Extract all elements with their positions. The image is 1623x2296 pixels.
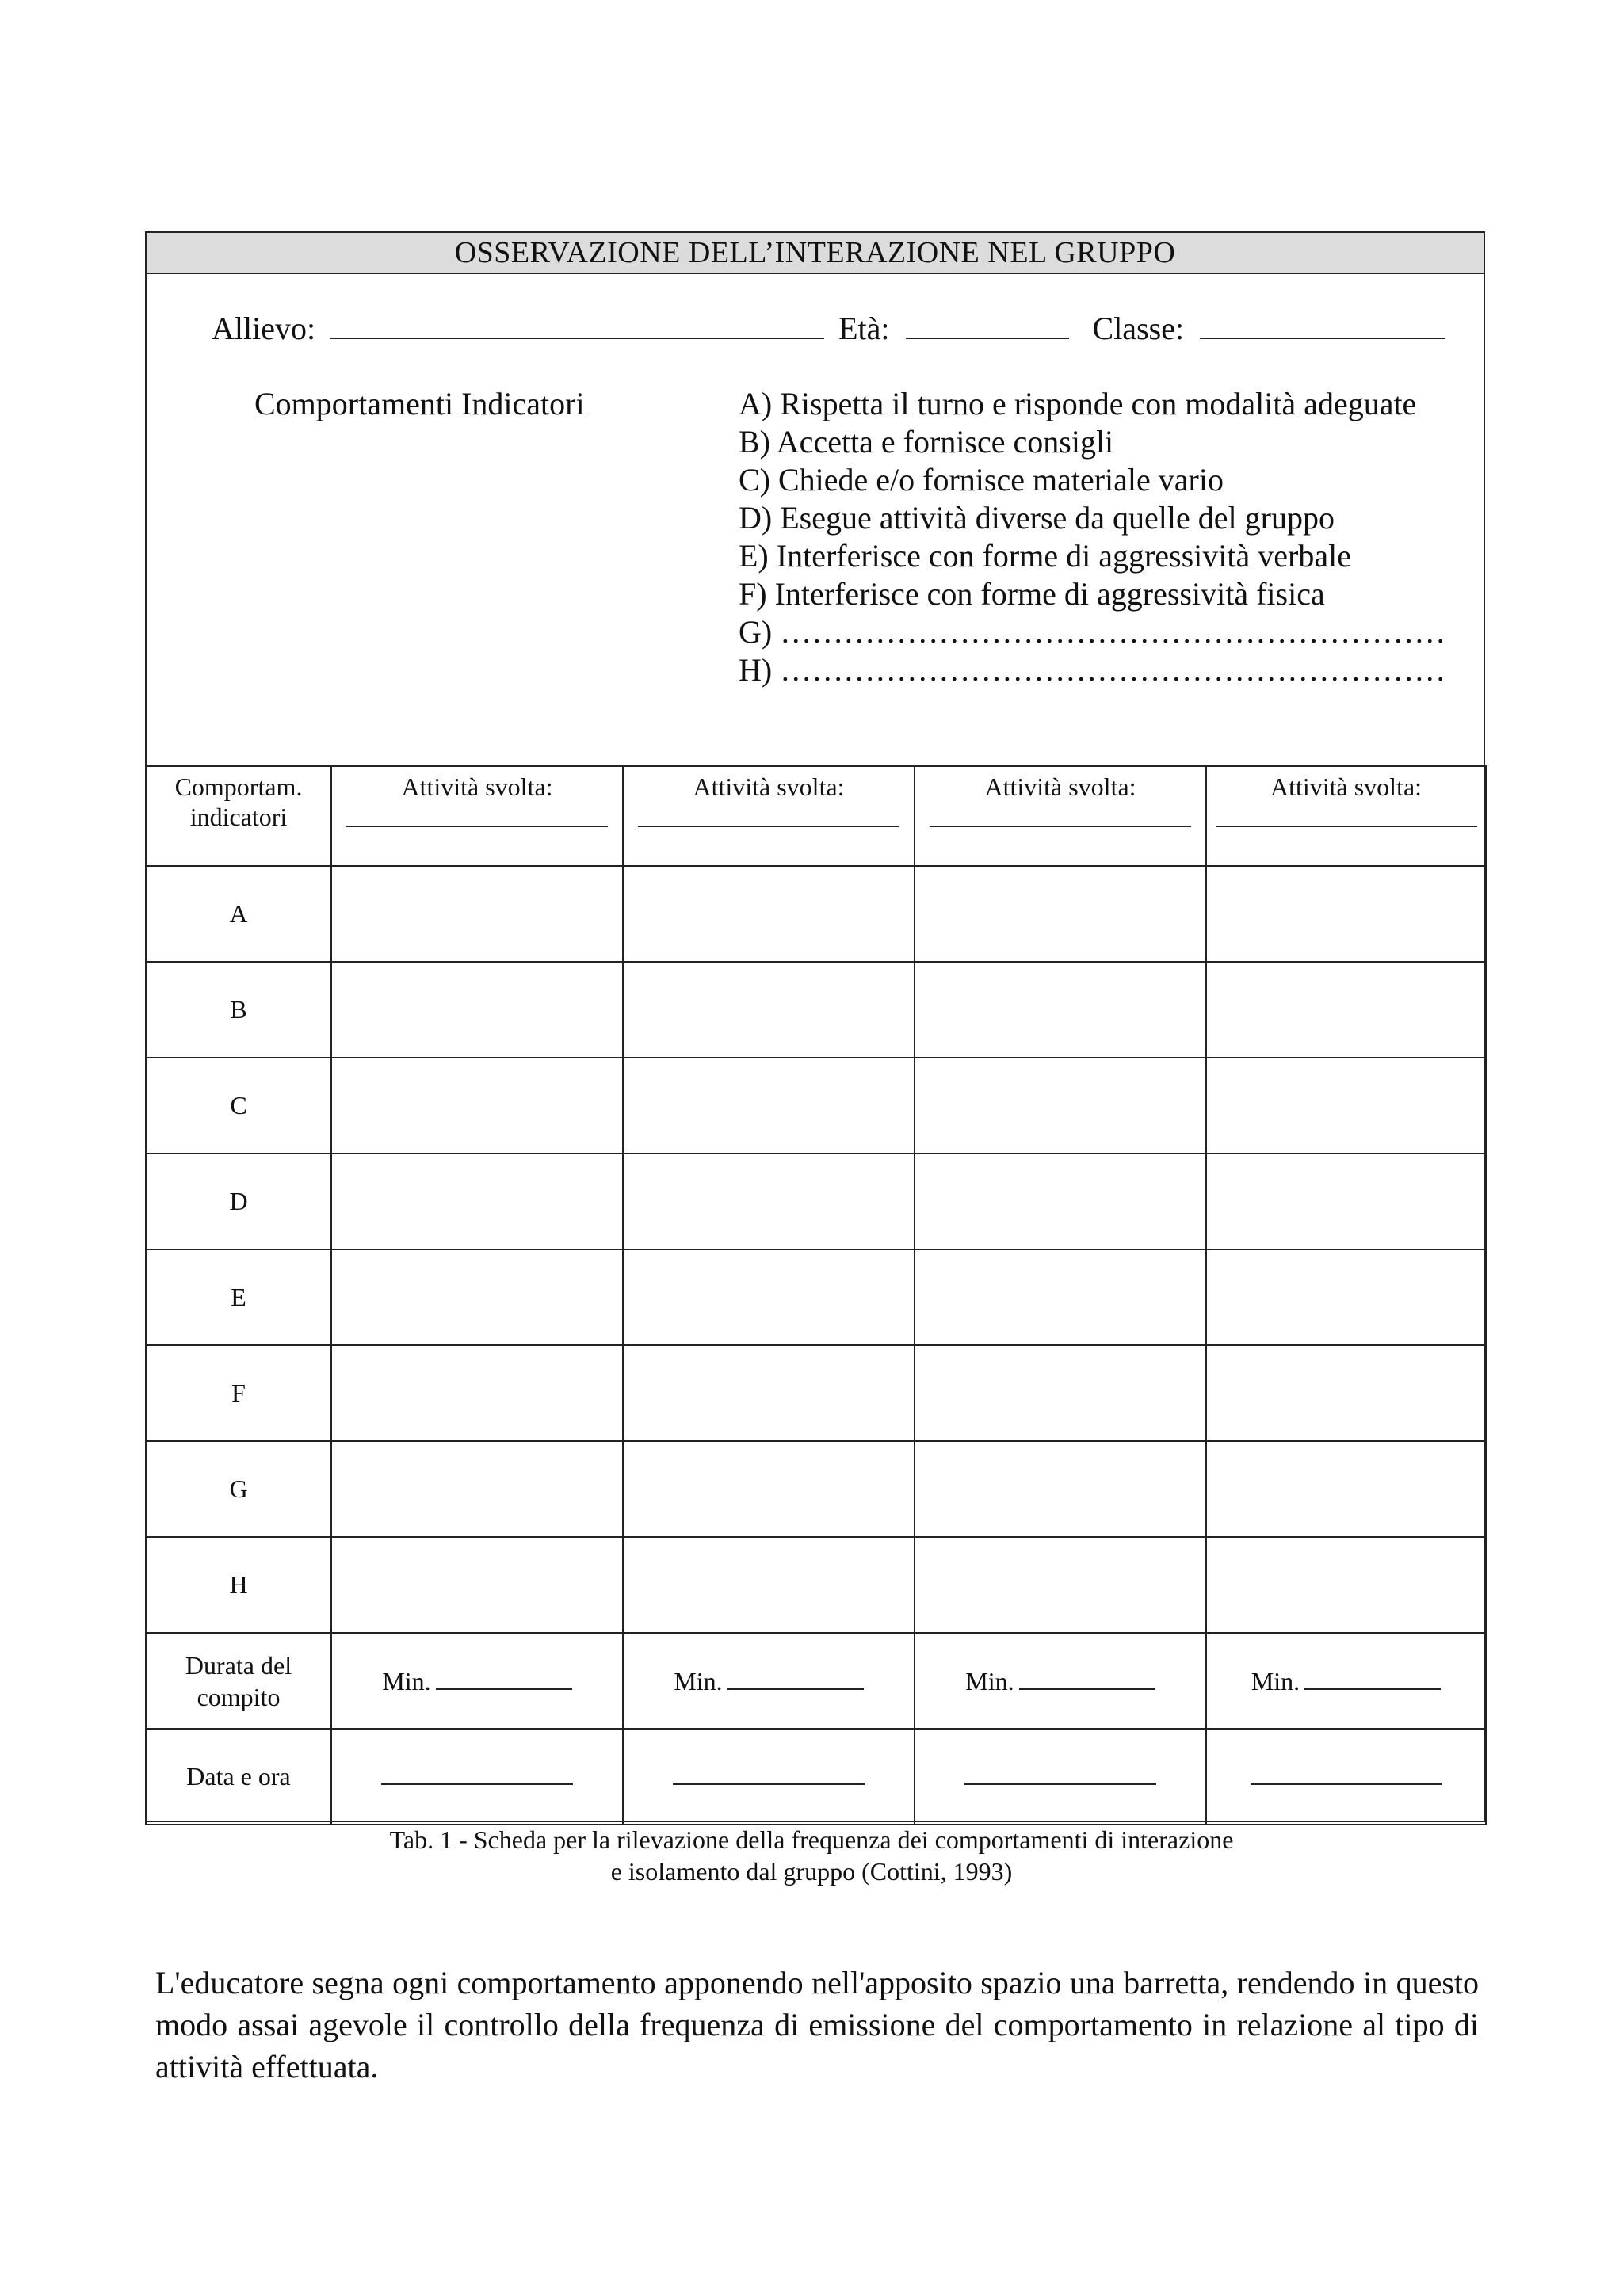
- tally-cell[interactable]: [623, 1441, 915, 1537]
- tally-cell[interactable]: [331, 1345, 623, 1441]
- table-row: [146, 1345, 1486, 1441]
- min-label: Min.: [965, 1666, 1014, 1695]
- tally-cell[interactable]: [915, 1249, 1206, 1345]
- row-label-c: C: [146, 1058, 331, 1154]
- tally-cell[interactable]: [623, 1537, 915, 1633]
- minutes-field[interactable]: [1019, 1666, 1155, 1690]
- tally-cell[interactable]: [623, 1058, 915, 1154]
- date-cell: [623, 1729, 915, 1825]
- tally-cell[interactable]: [1206, 1441, 1486, 1537]
- table-row: [146, 1249, 1486, 1345]
- table-header-row: [146, 766, 1486, 866]
- class-label: Classe:: [1092, 311, 1185, 346]
- tally-cell[interactable]: [915, 1058, 1206, 1154]
- date-row: [146, 1729, 1486, 1825]
- indicators-list: [739, 385, 1445, 689]
- row-label-e: E: [146, 1249, 331, 1345]
- indicator-g: G) ………………………………………………………: [739, 614, 1446, 650]
- tally-cell[interactable]: [331, 1441, 623, 1537]
- indicators-heading: Comportamenti Indicatori: [254, 386, 585, 421]
- tally-cell[interactable]: [331, 1154, 623, 1249]
- indicator-e: E) Interferisce con forme di aggressività verbale: [739, 538, 1351, 574]
- minutes-field[interactable]: [1304, 1666, 1441, 1690]
- row-label-b: B: [146, 962, 331, 1058]
- row-label-g: G: [146, 1441, 331, 1537]
- tally-cell[interactable]: [1206, 1249, 1486, 1345]
- tally-cell[interactable]: [915, 1154, 1206, 1249]
- duration-cell: [915, 1633, 1206, 1729]
- row-label-h: H: [146, 1537, 331, 1633]
- header-activity-label: Attività svolta:: [401, 772, 553, 801]
- tally-cell[interactable]: [623, 1249, 915, 1345]
- date-time-label: Data e ora: [146, 1729, 331, 1825]
- header-activity-1: [331, 766, 623, 866]
- activity-4-field[interactable]: [1216, 810, 1477, 827]
- tally-cell[interactable]: [915, 866, 1206, 962]
- student-label: Allievo:: [212, 311, 316, 346]
- table-row: [146, 1058, 1486, 1154]
- tally-cell[interactable]: [623, 1154, 915, 1249]
- table-row: [146, 1537, 1486, 1633]
- observation-form: [145, 231, 1485, 1822]
- date-cell: [331, 1729, 623, 1825]
- student-info-line: [212, 309, 1445, 348]
- table-row: [146, 962, 1486, 1058]
- duration-cell: [1206, 1633, 1486, 1729]
- row-label-f: F: [146, 1345, 331, 1441]
- activity-1-field[interactable]: [346, 810, 608, 827]
- min-label: Min.: [382, 1666, 431, 1695]
- tally-cell[interactable]: [915, 1345, 1206, 1441]
- indicator-a: A) Rispetta il turno e risponde con modalità adeguate: [739, 386, 1417, 421]
- table-row: [146, 1154, 1486, 1249]
- header-activity-4: [1206, 766, 1486, 866]
- duration-row: [146, 1633, 1486, 1729]
- date-cell: [915, 1729, 1206, 1825]
- class-field[interactable]: [1200, 309, 1445, 339]
- indicator-d: D) Esegue attività diverse da quelle del gruppo: [739, 500, 1335, 536]
- header-behaviour-indicators: Comportam. indicatori: [146, 766, 331, 866]
- caption-line-2: e isolamento dal gruppo (Cottini, 1993): [610, 1857, 1013, 1886]
- tally-cell[interactable]: [915, 1537, 1206, 1633]
- student-name-field[interactable]: [330, 309, 824, 339]
- tally-cell[interactable]: [1206, 1058, 1486, 1154]
- age-label: Età:: [838, 311, 890, 346]
- row-label-d: D: [146, 1154, 331, 1249]
- tally-cell[interactable]: [915, 962, 1206, 1058]
- activity-2-field[interactable]: [638, 810, 899, 827]
- row-label-a: A: [146, 866, 331, 962]
- tally-cell[interactable]: [1206, 1537, 1486, 1633]
- caption-line-1: Tab. 1 - Scheda per la rilevazione della frequenza dei comportamenti di interazione: [389, 1825, 1234, 1854]
- duration-cell: [623, 1633, 915, 1729]
- header-activity-label: Attività svolta:: [693, 772, 845, 801]
- minutes-field[interactable]: [727, 1666, 864, 1690]
- age-field[interactable]: [906, 309, 1069, 339]
- indicator-h: H) ………………………………………………………: [739, 652, 1446, 688]
- form-title: OSSERVAZIONE DELL’INTERAZIONE NEL GRUPPO: [147, 233, 1484, 274]
- date-cell: [1206, 1729, 1486, 1825]
- date-time-field[interactable]: [1251, 1763, 1442, 1785]
- tally-cell[interactable]: [623, 866, 915, 962]
- minutes-field[interactable]: [436, 1666, 572, 1690]
- header-activity-label: Attività svolta:: [984, 772, 1136, 801]
- tally-cell[interactable]: [1206, 1154, 1486, 1249]
- tally-cell[interactable]: [1206, 866, 1486, 962]
- tally-cell[interactable]: [1206, 962, 1486, 1058]
- tally-cell[interactable]: [331, 1537, 623, 1633]
- frequency-table: [145, 765, 1487, 1825]
- header-activity-label: Attività svolta:: [1270, 772, 1423, 801]
- header-activity-2: [623, 766, 915, 866]
- activity-3-field[interactable]: [930, 810, 1191, 827]
- date-time-field[interactable]: [381, 1763, 573, 1785]
- date-time-field[interactable]: [964, 1763, 1156, 1785]
- tally-cell[interactable]: [331, 962, 623, 1058]
- table-row: [146, 866, 1486, 962]
- tally-cell[interactable]: [915, 1441, 1206, 1537]
- indicator-c: C) Chiede e/o fornisce materiale vario: [739, 462, 1224, 498]
- duration-label: Durata del compito: [146, 1633, 331, 1729]
- tally-cell[interactable]: [1206, 1345, 1486, 1441]
- tally-cell[interactable]: [623, 1345, 915, 1441]
- min-label: Min.: [1251, 1666, 1300, 1695]
- min-label: Min.: [674, 1666, 723, 1695]
- date-time-field[interactable]: [673, 1763, 865, 1785]
- indicator-b: B) Accetta e fornisce consigli: [739, 424, 1114, 460]
- indicator-f: F) Interferisce con forme di aggressività fisica: [739, 576, 1325, 612]
- tally-cell[interactable]: [331, 866, 623, 962]
- table-caption: [0, 1824, 1623, 1887]
- body-paragraph: L'educatore segna ogni comportamento apponendo nell'apposito spazio una barretta, rendendo in questo modo assai agevole il controllo della frequenza di emissione del comportamento in relazione al tipo di attività effettuata.: [155, 1965, 1479, 2084]
- tally-cell[interactable]: [623, 962, 915, 1058]
- tally-cell[interactable]: [331, 1058, 623, 1154]
- header-activity-3: [915, 766, 1206, 866]
- table-row: [146, 1441, 1486, 1537]
- tally-cell[interactable]: [331, 1249, 623, 1345]
- duration-cell: [331, 1633, 623, 1729]
